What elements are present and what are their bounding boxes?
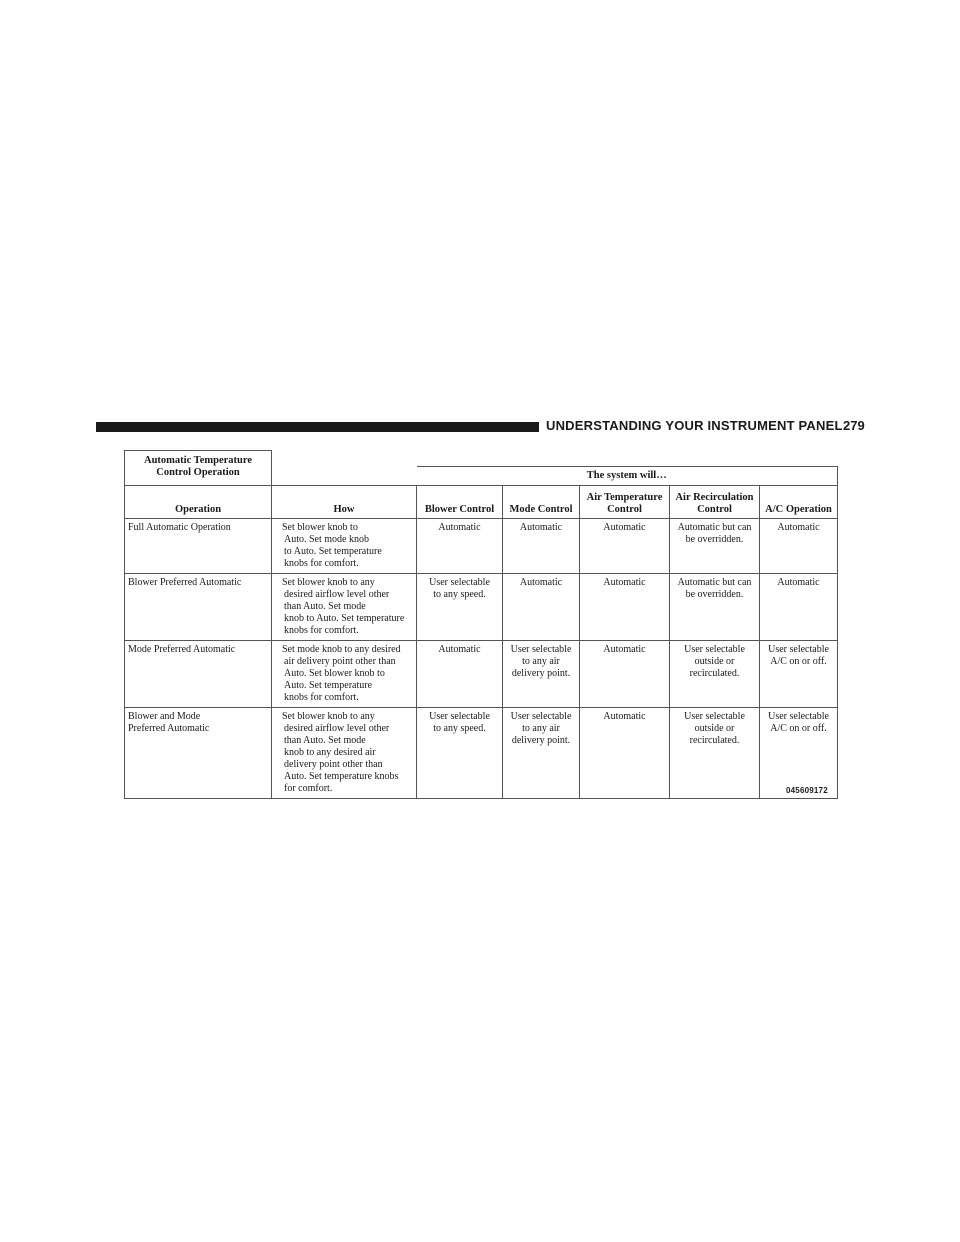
ac-cell: User selectable A/C on or off. (760, 708, 838, 799)
table-title: Automatic Temperature Control Operation (125, 451, 272, 486)
blower-cell: Automatic (417, 641, 503, 708)
table-row (125, 574, 838, 641)
page-number: 279 (843, 418, 865, 433)
column-header: Operation (125, 486, 272, 519)
air-temp-cell: Automatic (580, 641, 670, 708)
figure-code: 045609172 (786, 786, 828, 795)
air-temp-cell: Automatic (580, 574, 670, 641)
column-header: Blower Control (417, 486, 503, 519)
table-row (125, 519, 838, 574)
air-temp-cell: Automatic (580, 708, 670, 799)
mode-cell: User selectable to any air delivery point. (503, 708, 580, 799)
column-header: A/C Operation (760, 486, 838, 519)
recirc-cell: Automatic but can be overridden. (670, 519, 760, 574)
operation-cell: Blower and Mode Preferred Automatic (125, 708, 272, 799)
how-cell: Set blower knob to any desired airflow level other than Auto. Set mode knob to any desired air delivery point other than Auto. Set temperature knobs for comfort. (272, 708, 417, 799)
blower-cell: Automatic (417, 519, 503, 574)
operation-cell: Full Automatic Operation (125, 519, 272, 574)
recirc-cell: User selectable outside or recirculated. (670, 641, 760, 708)
recirc-cell: User selectable outside or recirculated. (670, 708, 760, 799)
ac-cell: Automatic (760, 519, 838, 574)
recirc-cell: Automatic but can be overridden. (670, 574, 760, 641)
column-header: Air Temperature Control (580, 486, 670, 519)
column-header: Air Recirculation Control (670, 486, 760, 519)
operation-cell: Mode Preferred Automatic (125, 641, 272, 708)
header-rule (96, 422, 539, 432)
blower-cell: User selectable to any speed. (417, 708, 503, 799)
table-row (125, 641, 838, 708)
group-header: The system will… (417, 466, 838, 485)
mode-cell: Automatic (503, 519, 580, 574)
climate-operation-table (124, 450, 838, 799)
column-header-row (125, 486, 838, 519)
section-title: UNDERSTANDING YOUR INSTRUMENT PANEL (546, 418, 843, 433)
operation-cell: Blower Preferred Automatic (125, 574, 272, 641)
blower-cell: User selectable to any speed. (417, 574, 503, 641)
column-header: How (272, 486, 417, 519)
ac-cell: User selectable A/C on or off. (760, 641, 838, 708)
ac-cell: Automatic (760, 574, 838, 641)
table-row (125, 708, 838, 799)
how-cell: Set mode knob to any desired air delivery point other than Auto. Set blower knob to Auto. Set temperature knobs for comfort. (272, 641, 417, 708)
air-temp-cell: Automatic (580, 519, 670, 574)
column-header: Mode Control (503, 486, 580, 519)
mode-cell: Automatic (503, 574, 580, 641)
mode-cell: User selectable to any air delivery point. (503, 641, 580, 708)
how-cell: Set blower knob to Auto. Set mode knob to Auto. Set temperature knobs for comfort. (272, 519, 417, 574)
how-cell: Set blower knob to any desired airflow level other than Auto. Set mode knob to Auto. Set temperature knobs for comfort. (272, 574, 417, 641)
